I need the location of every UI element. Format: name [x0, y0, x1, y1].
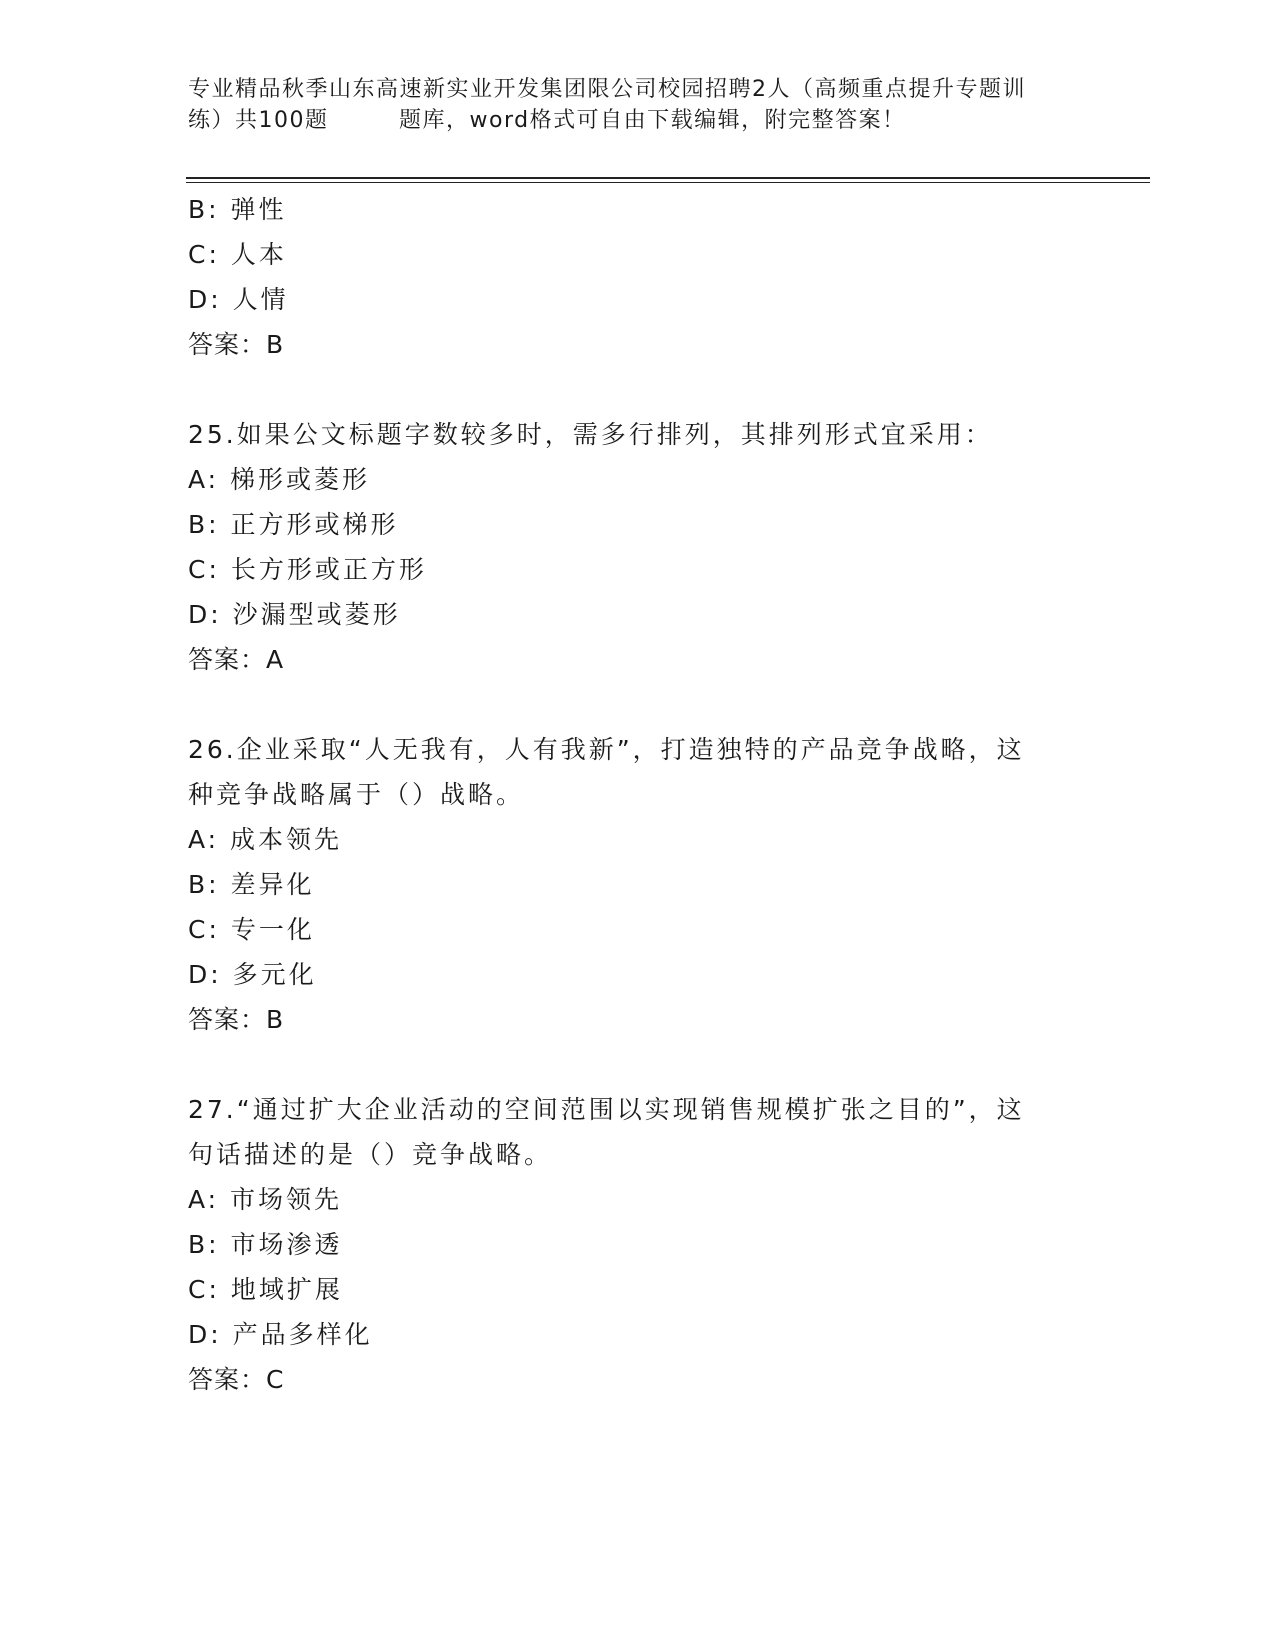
q27-option-a: A: 市场领先	[188, 1185, 343, 1214]
q26-option-c: C: 专一化	[188, 915, 315, 944]
q25-stem: 25.如果公文标题字数较多时，需多行排列，其排列形式宜采用：	[188, 420, 993, 449]
q25-option-a: A: 梯形或菱形	[188, 465, 371, 494]
q26-answer: 答案：B	[188, 1005, 285, 1034]
q27-stem-line-2: 句话描述的是（）竞争战略。	[188, 1140, 553, 1169]
header-divider-thin	[186, 182, 1150, 183]
q26-option-a: A: 成本领先	[188, 825, 343, 854]
q26-option-b: B: 差异化	[188, 870, 315, 899]
q24-option-b: B: 弹性	[188, 195, 287, 224]
q27-answer: 答案：C	[188, 1365, 285, 1394]
header-divider-thick	[186, 177, 1150, 179]
header-line-2: 练）共100题 题库，word格式可自由下载编辑，附完整答案！	[188, 108, 906, 133]
q24-answer: 答案：B	[188, 330, 285, 359]
q25-option-b: B: 正方形或梯形	[188, 510, 399, 539]
q27-option-c: C: 地域扩展	[188, 1275, 343, 1304]
q25-option-d: D: 沙漏型或菱形	[188, 600, 401, 629]
q26-stem-line-2: 种竞争战略属于（）战略。	[188, 780, 525, 809]
q24-option-c: C: 人本	[188, 240, 287, 269]
header-line-1: 专业精品秋季山东高速新实业开发集团限公司校园招聘2人（高频重点提升专题训	[188, 77, 1026, 102]
q25-answer: 答案：A	[188, 645, 285, 674]
q26-option-d: D: 多元化	[188, 960, 317, 989]
q26-stem-line-1: 26.企业采取“人无我有，人有我新”，打造独特的产品竞争战略，这	[188, 735, 1025, 764]
document-header	[188, 74, 1088, 136]
q27-stem-line-1: 27.“通过扩大企业活动的空间范围以实现销售规模扩张之目的”，这	[188, 1095, 1025, 1124]
q25-option-c: C: 长方形或正方形	[188, 555, 427, 584]
q27-option-d: D: 产品多样化	[188, 1320, 373, 1349]
q24-option-d: D: 人情	[188, 285, 289, 314]
q27-option-b: B: 市场渗透	[188, 1230, 343, 1259]
